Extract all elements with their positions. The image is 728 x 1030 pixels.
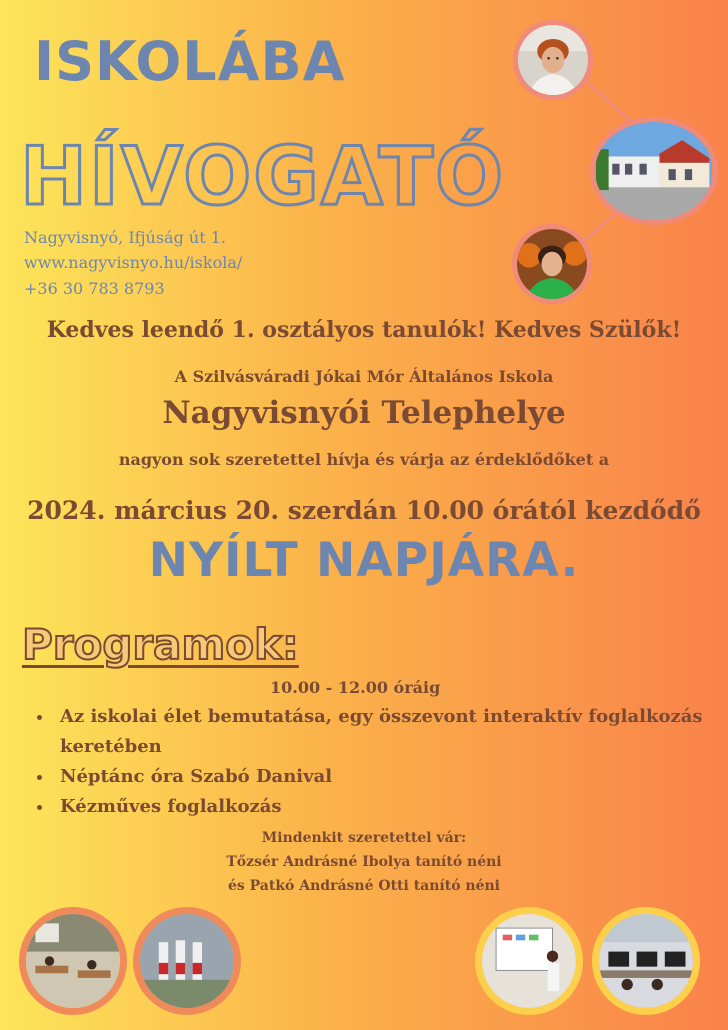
school-building-photo (590, 117, 718, 225)
greeting: Kedves leendő 1. osztályos tanulók! Kedves Szülők! (46, 317, 682, 343)
event-name: NYÍLT NAPJÁRA. (148, 533, 580, 588)
invite-text: nagyon sok szeretettel hívja és várja az érdeklődőket a (118, 450, 610, 469)
computer-room-photo (592, 907, 700, 1015)
program-heading: Programok: (22, 620, 299, 669)
program-item: • Az iskolai élet bemutatása, egy összevont interaktív foglalkozás keretében (54, 702, 728, 762)
folk-dance-photo (133, 907, 241, 1015)
program-item: • Néptánc óra Szabó Danival (54, 762, 728, 792)
program-item: • Kézműves foglalkozás (54, 792, 728, 822)
address: Nagyvisnyó, Ifjúság út 1. (24, 228, 227, 247)
signature-line-2: Tőzsér Andrásné Ibolya tanító néni (226, 854, 502, 870)
event-date: 2024. március 20. szerdán 10.00 órától kezdődő (27, 496, 701, 525)
classroom-photo (19, 907, 127, 1015)
title-line-1: ISKOLÁBA (34, 30, 346, 93)
title-line-2: HÍVOGATÓ (20, 130, 506, 223)
phone-number: +36 30 783 8793 (24, 279, 165, 298)
program-time: 10.00 - 12.00 óráig (270, 678, 441, 697)
school-name: A Szilvásváradi Jókai Mór Általános Iskola (174, 367, 554, 386)
signature-line-3: és Patkó Andrásné Otti tanító néni (227, 878, 500, 894)
interactive-board-photo (475, 907, 583, 1015)
signature-line-1: Mindenkit szeretettel vár: (261, 830, 467, 846)
teacher-photo-2 (512, 224, 592, 304)
website-link[interactable]: www.nagyvisnyo.hu/iskola/ (24, 253, 243, 272)
teacher-photo-1 (513, 20, 593, 100)
site-name: Nagyvisnyói Telephelye (162, 395, 566, 431)
program-list (34, 702, 728, 822)
